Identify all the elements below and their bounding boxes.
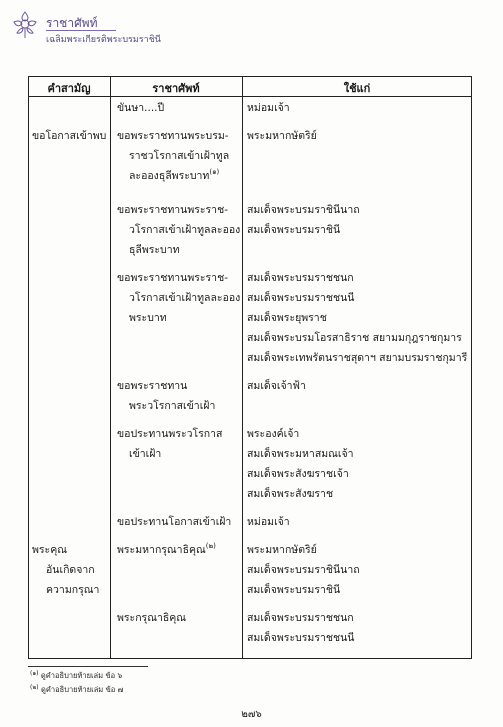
cell-line: พระมหากษัตริย์	[247, 544, 317, 556]
used-for-cell	[247, 540, 360, 600]
used-for-cell	[247, 126, 317, 146]
royal-word-cell	[117, 268, 240, 328]
cell-line	[117, 166, 229, 186]
cell-line: สมเด็จพระบรมราชินี	[247, 224, 341, 236]
cell-line: เข้าเฝ้า	[129, 448, 162, 460]
used-for-cell	[247, 200, 360, 240]
cell-line: วโรกาสเข้าเฝ้าทูลละออง	[129, 224, 241, 236]
used-for-cell	[247, 268, 467, 368]
cell-line: หม่อมเจ้า	[247, 102, 290, 114]
footnote	[30, 684, 123, 696]
cell-line-text: พระมหากรุณาธิคุณ	[117, 544, 206, 556]
cell-line: ธุลีพระบาท	[129, 244, 180, 256]
cell-line: สมเด็จพระบรมราชินีนาถ	[247, 204, 360, 216]
column-header-common-word: คำสามัญ	[47, 82, 91, 95]
footnote-mark: (๒)	[30, 684, 39, 691]
cell-line: ความกรุณา	[46, 584, 100, 596]
royal-word-cell	[117, 608, 186, 628]
royal-word-cell	[117, 424, 222, 464]
used-for-cell	[247, 512, 290, 532]
header-rule	[46, 30, 116, 31]
cell-line: ขอพระราชทาน	[117, 380, 188, 392]
page-header	[10, 8, 210, 48]
cell-line: สมเด็จพระบรมราชชนก	[247, 272, 354, 284]
footnote-ref: (๒)	[205, 542, 216, 550]
footnote	[30, 670, 122, 682]
royal-word-cell	[117, 200, 240, 260]
cell-line: สมเด็จพระบรมราชชนนี	[247, 632, 355, 644]
footnote-text: ดูคำอธิบายท้ายเล่ม ข้อ ๗	[41, 685, 124, 694]
page-number: ๒๗๖	[241, 709, 262, 720]
common-word-cell	[32, 540, 99, 600]
cell-line: ขอพระราชทานพระบรม-	[117, 130, 229, 142]
cell-line: สมเด็จพระบรมโอรสาธิราช สยามมกุฎราชกุมาร	[247, 332, 462, 344]
cell-line: สมเด็จพระบรมราชชนก	[247, 612, 354, 624]
footnote-text: ดูคำอธิบายท้ายเล่ม ข้อ ๖	[40, 671, 123, 680]
common-word-cell	[32, 126, 106, 146]
cell-line: ราชวโรกาสเข้าเฝ้าทูล	[129, 150, 230, 162]
used-for-cell	[247, 98, 290, 118]
royal-word-cell	[117, 512, 231, 532]
footnote-ref: (๑)	[209, 168, 220, 176]
cell-line: ขอประทานพระวโรกาส	[117, 428, 223, 440]
cell-line: พระคุณ	[32, 544, 67, 556]
cell-line: สมเด็จพระยุพราช	[247, 312, 327, 324]
footnote-mark: (๑)	[30, 670, 39, 677]
cell-line	[117, 540, 216, 560]
lotus-emblem-icon	[10, 8, 40, 42]
cell-line: ขอพระราชทานพระราช-	[117, 272, 228, 284]
cell-line: วโรกาสเข้าเฝ้าทูลละออง	[129, 292, 241, 304]
vocabulary-table	[28, 76, 472, 659]
cell-line: สมเด็จพระสังฆราชเจ้า	[247, 468, 349, 480]
footnote-rule	[28, 666, 148, 667]
royal-word-cell	[117, 126, 229, 186]
cell-line: สมเด็จพระสังฆราช	[247, 488, 334, 500]
cell-line: พระองค์เจ้า	[247, 428, 300, 440]
header-title: ราชาศัพท์	[46, 16, 98, 30]
cell-line: หม่อมเจ้า	[247, 516, 290, 528]
cell-line-text: ละอองธุลีพระบาท	[129, 170, 210, 182]
cell-line: พระวโรกาสเข้าเฝ้า	[129, 400, 216, 412]
used-for-cell	[247, 376, 306, 396]
cell-line: อันเกิดจาก	[46, 564, 95, 576]
cell-line: สมเด็จพระบรมราชินีนาถ	[247, 564, 360, 576]
cell-line: ขอโอกาสเข้าพบ	[32, 130, 107, 142]
cell-line: สมเด็จพระบรมราชินี	[247, 584, 341, 596]
cell-line: พระมหากษัตริย์	[247, 130, 317, 142]
cell-line: ขอพระราชทานพระราช-	[117, 204, 228, 216]
cell-line: สมเด็จพระบรมราชชนนี	[247, 292, 355, 304]
cell-line: พระกรุณาธิคุณ	[117, 612, 187, 624]
header-subtitle: เฉลิมพระเกียรติพระบรมราชินี	[46, 35, 161, 45]
used-for-cell	[247, 424, 354, 504]
royal-word-cell	[117, 540, 216, 560]
used-for-cell	[247, 608, 354, 648]
cell-line: พระบาท	[129, 312, 167, 324]
cell-line: สมเด็จพระมหาสมณเจ้า	[247, 448, 354, 460]
cell-line: ขันษา....ปี	[117, 102, 165, 114]
cell-line: สมเด็จพระเทพรัตนราชสุดาฯ สยามบรมราชกุมารี	[247, 352, 468, 364]
column-divider	[242, 76, 243, 659]
cell-line: สมเด็จเจ้าฟ้า	[247, 380, 306, 392]
column-header-royal-word: ราชาศัพท์	[152, 82, 200, 95]
royal-word-cell	[117, 98, 164, 118]
column-divider	[110, 76, 111, 659]
column-header-used-for: ใช้แก่	[343, 82, 371, 95]
cell-line: ขอประทานโอกาสเข้าเฝ้า	[117, 516, 232, 528]
royal-word-cell	[117, 376, 215, 416]
